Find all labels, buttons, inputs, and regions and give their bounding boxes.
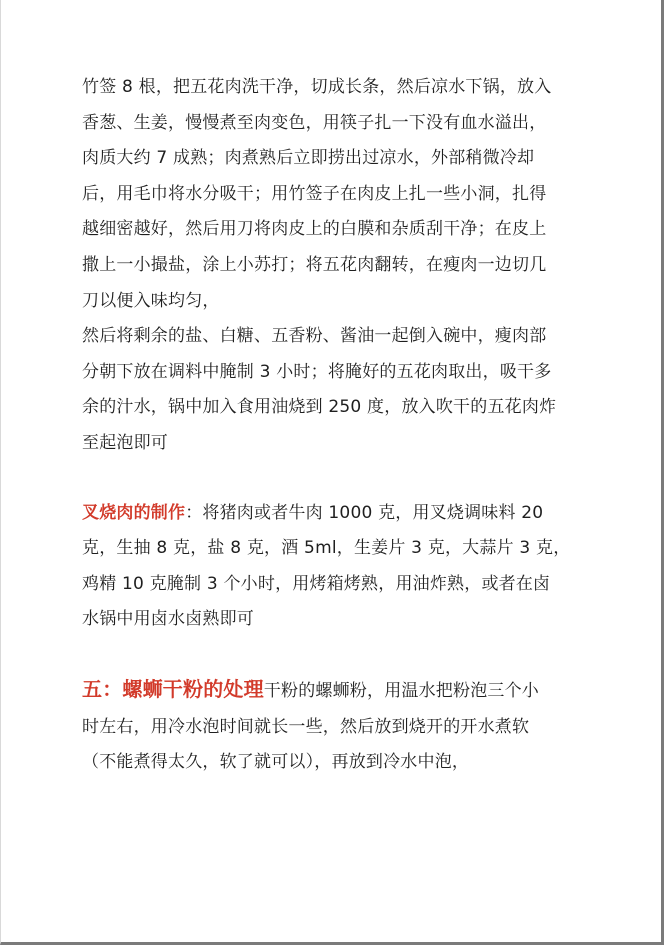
section-heading-rest: 干粉的螺蛳粉，用温水把粉泡三个小 <box>263 680 540 701</box>
paragraph-spacer <box>82 638 582 672</box>
paragraph-fry-pork <box>82 319 582 461</box>
text-line: 撒上一小撮盐，涂上小苏打；将五花肉翻转，在瘦肉一边切几 <box>82 254 547 275</box>
text-line: 香葱、生姜，慢慢煮至肉变色，用筷子扎一下没有血水溢出， <box>82 112 547 133</box>
paragraph-marinate-pork <box>82 70 582 319</box>
section-heading: 五：螺蛳干粉的处理 <box>82 676 264 701</box>
section-label-rest: ：将猪肉或者牛肉 1000 克，用叉烧调味料 20 <box>185 502 544 523</box>
section-chashao <box>82 496 582 638</box>
text-line: 时左右，用冷水泡时间就长一些，然后放到烧开的开水煮软 <box>82 716 530 737</box>
text-line <box>82 672 582 710</box>
text-line: 至起泡即可 <box>82 432 168 453</box>
text-line: 鸡精 10 克腌制 3 个小时，用烤箱烤熟，用油炸熟，或者在卤 <box>82 573 551 594</box>
paragraph-spacer <box>82 462 582 496</box>
text-line: 肉质大约 7 成熟；肉煮熟后立即捞出过凉水，外部稍微冷却 <box>82 148 535 169</box>
section-five <box>82 672 582 781</box>
text-line: 分朝下放在调料中腌制 3 小时；将腌好的五花肉取出，吸干多 <box>82 361 552 382</box>
text-line: 越细密越好，然后用刀将肉皮上的白膜和杂质刮干净；在皮上 <box>82 219 547 240</box>
text-line: （不能煮得太久，软了就可以），再放到冷水中泡， <box>82 752 470 773</box>
text-line: 水锅中用卤水卤熟即可 <box>82 609 254 630</box>
text-line: 后，用毛巾将水分吸干；用竹签子在肉皮上扎一些小洞，扎得 <box>82 183 547 204</box>
text-line: 克，生抽 8 克，盐 8 克，酒 5ml，生姜片 3 克，大蒜片 3 克， <box>82 538 571 559</box>
text-line: 竹签 8 根，把五花肉洗干净，切成长条，然后凉水下锅，放入 <box>82 77 552 97</box>
text-line: 刀以便入味均匀， <box>82 290 220 311</box>
document-body <box>82 70 582 781</box>
text-line: 余的汁水，锅中加入食用油烧到 250 度，放入吹干的五花肉炸 <box>82 397 557 418</box>
section-label: 叉烧肉的制作 <box>82 502 186 523</box>
text-line <box>82 496 582 532</box>
text-line: 然后将剩余的盐、白糖、五香粉、酱油一起倒入碗中，瘦肉部 <box>82 326 547 347</box>
